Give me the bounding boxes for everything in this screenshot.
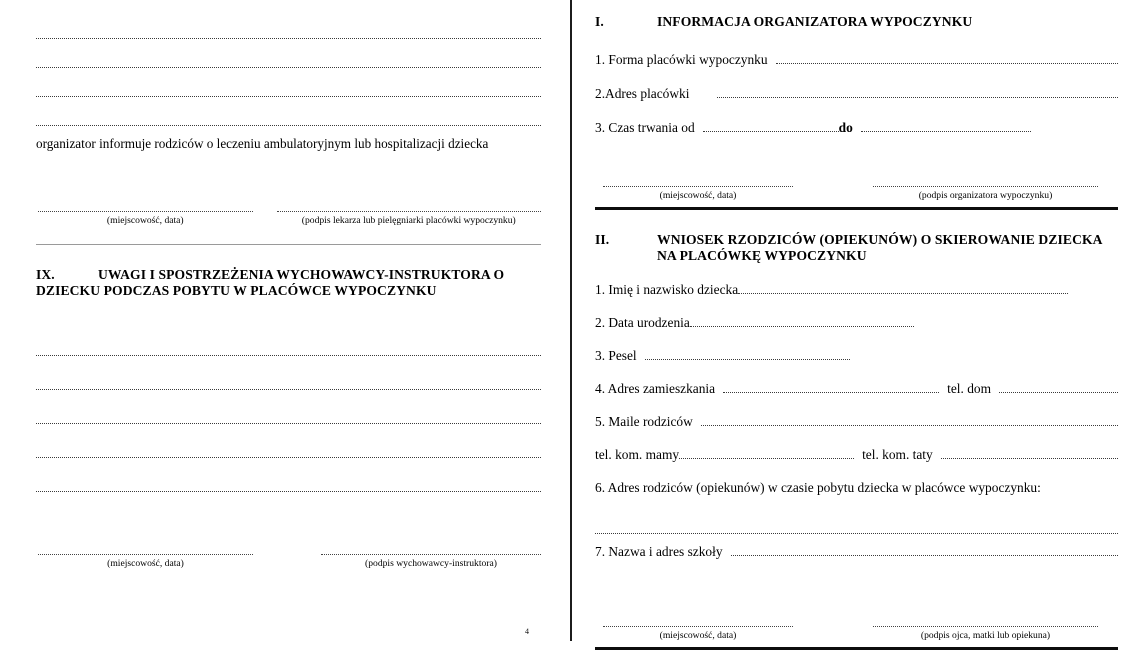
field-label: 3. Czas trwania od (595, 120, 695, 136)
field-imie-nazwisko-dziecka[interactable] (595, 282, 1118, 298)
signature-place-date-instructor[interactable] (38, 554, 253, 569)
field-leader[interactable] (717, 97, 1118, 98)
signature-caption: (miejscowość, data) (659, 630, 737, 642)
section-ix-title-line-1: UWAGI I SPOSTRZEŻENIA WYCHOWAWCY-INSTRUKTORA O (98, 266, 505, 282)
field-label: 3. Pesel (595, 348, 637, 364)
signature-organizer[interactable] (873, 186, 1098, 201)
field-czas-trwania[interactable] (595, 120, 1118, 136)
field-label-do: do (838, 120, 853, 136)
medical-note-text: organizator informuje rodziców o leczeniu ambulatoryjnym lub hospitalizacji dziecka (36, 136, 489, 151)
signature-caption: (miejscowość, data) (107, 557, 184, 569)
field-adres-zamieszkania[interactable] (595, 381, 1118, 397)
section-ix-heading (36, 267, 541, 300)
field-leader-adres[interactable] (723, 392, 939, 393)
blank-line[interactable] (36, 97, 541, 126)
field-adres-rodzicow-label (595, 480, 1118, 496)
field-tel-kom[interactable] (595, 447, 1118, 463)
field-forma-placowki[interactable] (595, 52, 1118, 68)
signature-place-date-medical[interactable] (38, 211, 253, 226)
right-column (571, 0, 1140, 641)
signature-caption: (podpis organizatora wypoczynku) (918, 190, 1053, 202)
signature-caption: (podpis ojca, matki lub opiekuna) (920, 630, 1051, 642)
field-label: 1. Forma placówki wypoczynku (595, 52, 768, 68)
section-ix-blank-lines (36, 322, 541, 492)
signature-instructor[interactable] (321, 554, 541, 569)
field-leader[interactable] (701, 425, 1118, 426)
signature-caption: (podpis lekarza lub pielęgniarki placówki wypoczynku) (301, 214, 516, 226)
field-data-urodzenia[interactable] (595, 315, 1118, 331)
section-i-heading (595, 14, 1118, 30)
blank-line[interactable] (36, 424, 541, 458)
field-label: 2. Data urodzenia (595, 315, 690, 331)
section-ii-title-line-2: NA PLACÓWKĘ WYPOCZYNKU (657, 248, 867, 264)
field-label: 1. Imię i nazwisko dziecka (595, 282, 739, 298)
field-leader[interactable] (690, 326, 914, 327)
section-ix-title-line-2: DZIECKU PODCZAS POBYTU W PLACÓWCE WYPOCZYNKU (36, 283, 437, 299)
signature-place-date-parent[interactable] (603, 626, 793, 641)
signature-caption: (miejscowość, data) (659, 190, 737, 202)
field-maile-rodzicow[interactable] (595, 414, 1118, 430)
field-label-tel-dom: tel. dom (947, 381, 991, 397)
signature-doctor-nurse[interactable] (277, 211, 541, 226)
field-label: 7. Nazwa i adres szkoły (595, 544, 723, 560)
signature-block-organizer (595, 186, 1118, 201)
section-i-number: I. (595, 14, 604, 29)
field-pesel[interactable] (595, 348, 1118, 364)
blank-line[interactable] (36, 458, 541, 492)
field-label: 2.Adres placówki (595, 86, 690, 102)
field-leader[interactable] (776, 63, 1118, 64)
field-label: 5. Maile rodziców (595, 414, 693, 430)
blank-line[interactable] (36, 322, 541, 356)
field-label: 4. Adres zamieszkania (595, 381, 716, 397)
section-ii-title-line-1: WNIOSEK RZODZICÓW (OPIEKUNÓW) O SKIEROWANIE DZIECKA (657, 232, 1103, 248)
signature-block-medical (36, 211, 541, 226)
field-leader-do[interactable] (861, 131, 1031, 132)
field-leader[interactable] (645, 359, 850, 360)
blank-line[interactable] (36, 39, 541, 68)
section-ix-number: IX. (36, 266, 55, 282)
field-leader-od[interactable] (703, 131, 839, 132)
page-number: 4 (525, 627, 529, 636)
signature-place-date-organizer[interactable] (603, 186, 793, 201)
field-leader-tel-dom[interactable] (999, 392, 1118, 393)
blank-line[interactable] (36, 10, 541, 39)
left-column (0, 0, 571, 641)
section-i-title: INFORMACJA ORGANIZATORA WYPOCZYNKU (657, 14, 973, 29)
field-label-tel-kom-mamy: tel. kom. mamy (595, 447, 680, 463)
section-ii-number: II. (595, 232, 610, 248)
section-ii-heading (595, 232, 1118, 264)
signature-caption: (podpis wychowawcy-instruktora) (365, 557, 497, 569)
field-leader[interactable] (738, 293, 1068, 294)
field-adres-placowki[interactable] (595, 86, 1118, 102)
blank-line[interactable] (36, 356, 541, 390)
continued-blank-lines (36, 10, 541, 126)
signature-caption: (miejscowość, data) (106, 214, 184, 226)
field-adres-rodzicow-line[interactable] (595, 504, 1118, 534)
blank-line[interactable] (36, 390, 541, 424)
field-leader[interactable] (731, 555, 1118, 556)
signature-block-parent (595, 626, 1118, 641)
blank-line[interactable] (36, 68, 541, 97)
signature-block-instructor (36, 554, 541, 569)
field-nazwa-adres-szkoly[interactable] (595, 544, 1118, 560)
field-leader-taty[interactable] (941, 458, 1118, 459)
field-label: 6. Adres rodziców (opiekunów) w czasie pobytu dziecka w placówce wypoczynku: (595, 480, 1041, 496)
field-leader-mamy[interactable] (679, 458, 854, 459)
field-label-tel-kom-taty: tel. kom. taty (862, 447, 933, 463)
signature-parent-guardian[interactable] (873, 626, 1098, 641)
